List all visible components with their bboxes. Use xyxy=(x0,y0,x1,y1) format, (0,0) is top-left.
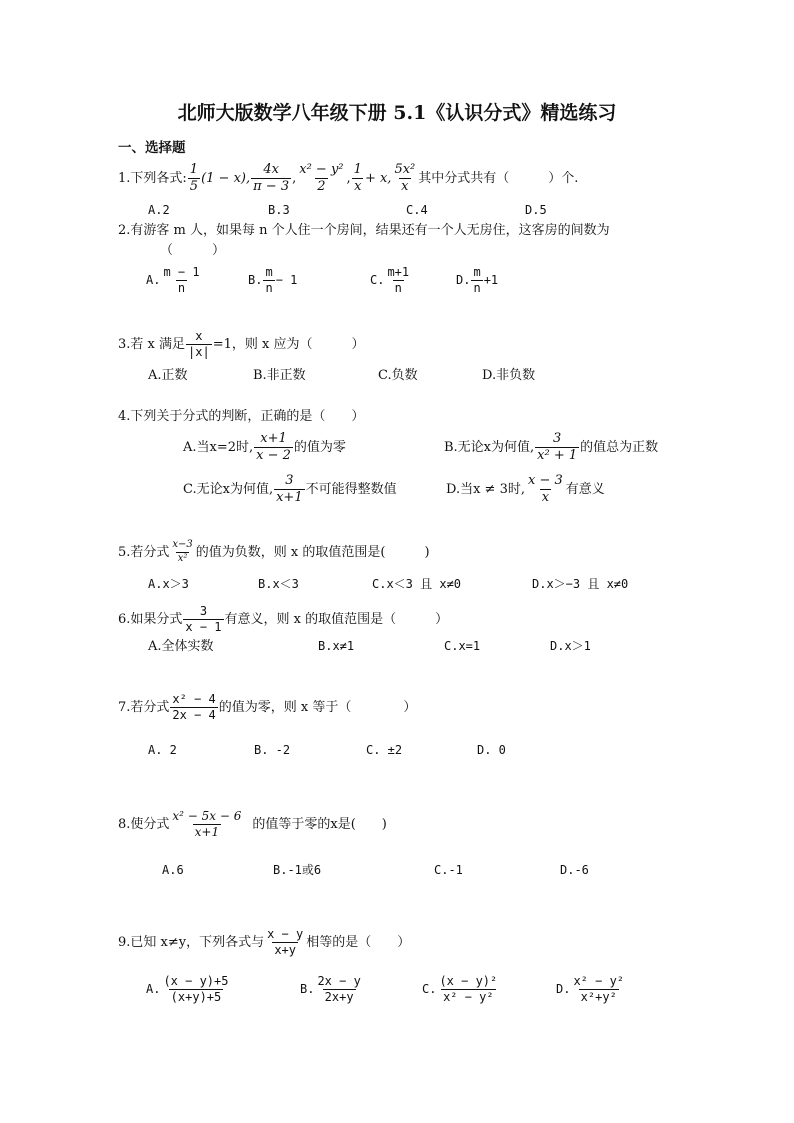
q1-f1-after: (1 − x), xyxy=(201,170,251,186)
question-3 xyxy=(118,330,364,358)
q5-option-b: B.x＜3 xyxy=(258,577,299,591)
q1-suffix: 其中分式共有（ ）个. xyxy=(418,170,579,186)
q8-option-c: C.-1 xyxy=(434,863,463,877)
question-9 xyxy=(118,928,410,956)
q9-fraction: $\frac{x - y}{x+y}$ xyxy=(267,927,304,957)
q1-fraction-3: $\frac{\text{x² − y²}}{2}$ xyxy=(299,162,344,194)
section-heading: 一、选择题 xyxy=(118,140,186,156)
q6-option-b: B.x≠1 xyxy=(318,639,355,653)
q6-prefix: 6.如果分式 xyxy=(118,611,183,627)
q1-f4-after: + x, xyxy=(364,170,392,186)
q1-option-c: C.4 xyxy=(406,203,428,217)
q5-option-d: D.x＞−3 且 x≠0 xyxy=(532,577,629,591)
q1-fraction-1: $\frac{1}{5}$ xyxy=(189,162,199,194)
q3-fraction: $\frac{x}{|x|}$ xyxy=(188,329,210,359)
q8-option-b: B.-1或6 xyxy=(273,863,322,877)
q6-option-c: C.x=1 xyxy=(444,639,481,653)
q1-f3-after: , xyxy=(346,170,351,186)
q8-option-a: A.6 xyxy=(162,863,184,877)
q2-option-a: A. $\frac{m - 1}{n}$ xyxy=(146,265,200,295)
question-1 xyxy=(118,163,578,193)
q5-suffix: 的值为负数，则 x 的取值范围是( ) xyxy=(195,544,430,560)
q3-option-d: D.非负数 xyxy=(482,368,536,383)
q2-text: 2.有游客 m 人，如果每 n 个人住一个房间，结果还有一个人无房住，这客房的间数为 xyxy=(118,223,610,238)
q1-fraction-2: $\frac{4x}{\pi - 3}$ xyxy=(253,162,290,194)
question-8 xyxy=(118,810,387,838)
page-title: 北师大版数学八年级下册 5.1《认识分式》精选练习 xyxy=(177,102,617,124)
q5-option-c: C.x＜3 且 x≠0 xyxy=(372,577,462,591)
q6-suffix: 有意义，则 x 的取值范围是（ ） xyxy=(224,611,449,627)
q6-fraction: $\frac{3}{x - 1}$ xyxy=(185,604,222,634)
q7-suffix: 的值为零，则 x 等于（ ） xyxy=(218,699,417,715)
q8-option-d: D.-6 xyxy=(560,863,589,877)
q7-option-c: C. ±2 xyxy=(366,743,403,757)
q8-prefix: 8.使分式 xyxy=(118,816,170,832)
q1-option-b: B.3 xyxy=(268,203,290,217)
q2-paren: （ ） xyxy=(160,243,226,258)
q1-option-a: A.2 xyxy=(148,203,170,217)
q7-option-b: B. -2 xyxy=(254,743,291,757)
q7-prefix: 7.若分式 xyxy=(118,699,170,715)
q7-option-d: D. 0 xyxy=(477,743,506,757)
q9-suffix: 相等的是（ ） xyxy=(306,934,411,950)
q5-option-a: A.x＞3 xyxy=(148,577,189,591)
q5-fraction: $\frac{x-3}{\text{x²}}$ xyxy=(172,539,193,564)
q4-option-a: A.当x=2时, $\frac{x+1}{x - 2}$ 的值为零 xyxy=(183,431,346,463)
q7-fraction: $\frac{\text{x² − 4}}{2x - 4}$ xyxy=(172,692,216,722)
q1-fraction-5: $\frac{\text{5x²}}{x}$ xyxy=(394,162,416,194)
q4-option-d: D.当x ≠ 3时, $\frac{x - 3}{x}$ 有意义 xyxy=(446,473,605,505)
question-5 xyxy=(118,540,430,564)
q9-option-d: D. $\frac{\text{x² − y²}}{\text{x²+y²}}$ xyxy=(556,974,625,1004)
q4-text: 4.下列关于分式的判断，正确的是（ ） xyxy=(118,409,365,424)
q2-option-d: D. $\frac{m}{n}$ +1 xyxy=(456,265,499,295)
q5-prefix: 5.若分式 xyxy=(118,544,170,560)
q9-option-a: A. $\frac{(x - y)+5}{(x+y)+5}$ xyxy=(146,974,229,1004)
q2-option-c: C. $\frac{m+1}{n}$ xyxy=(370,265,410,295)
q3-option-b: B.非正数 xyxy=(253,368,306,383)
q6-option-a: A.全体实数 xyxy=(148,639,214,654)
q9-option-b: B. $\frac{2x - y}{2x+y}$ xyxy=(300,974,361,1004)
q9-prefix: 9.已知 x≠y，下列各式与 xyxy=(118,934,265,950)
q1-prefix: 1.下列各式: xyxy=(118,170,187,186)
q3-suffix: =1，则 x 应为（ ） xyxy=(212,336,365,352)
question-7 xyxy=(118,693,416,721)
q1-f2-after: , xyxy=(292,170,297,186)
q3-option-c: C.负数 xyxy=(378,368,418,383)
q3-prefix: 3.若 x 满足 xyxy=(118,336,185,352)
question-6 xyxy=(118,605,448,633)
q9-option-c: C. $\frac{\text{(x − y)²}}{\text{x² − y²}}$ xyxy=(422,974,498,1004)
q2-option-b: B. $\frac{m}{n}$ − 1 xyxy=(248,265,298,295)
q6-option-d: D.x＞1 xyxy=(550,639,591,653)
q7-option-a: A. 2 xyxy=(148,743,177,757)
q4-option-b: B.无论x为何值, $\frac{3}{\text{x² + 1}}$ 的值总为正数 xyxy=(444,431,659,463)
q1-fraction-4: $\frac{1}{x}$ xyxy=(353,162,362,194)
q8-suffix: 的值等于零的x是( ) xyxy=(252,816,387,832)
q3-option-a: A.正数 xyxy=(148,368,188,383)
q4-option-c: C.无论x为何值, $\frac{3}{x+1}$ 不可能得整数值 xyxy=(183,473,397,505)
q8-fraction: $\frac{\text{x² − 5x − 6}}{x+1}$ xyxy=(172,809,242,839)
q1-option-d: D.5 xyxy=(525,203,547,217)
